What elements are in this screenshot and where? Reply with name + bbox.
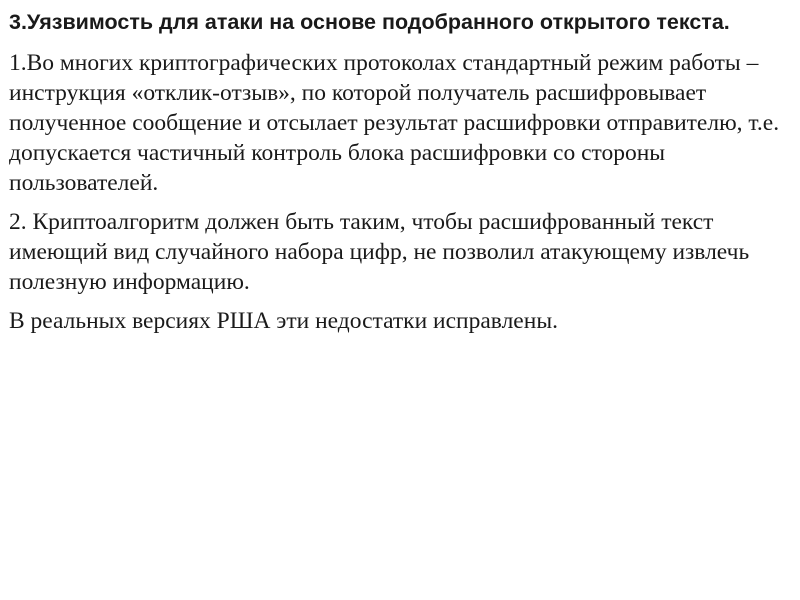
paragraph-1: 1.Во многих криптографических протоколах стандартный режим работы – инструкция «отклик-отзыв», по которой получатель расшифровывает полученное сообщение и отсылает результат расшифровки отправителю, т.е. допускается частичный контроль блока расшифровки со стороны пользователей. — [9, 50, 780, 196]
paragraph-3: В реальных версиях РША эти недостатки исправлены. — [9, 308, 558, 334]
slide-content — [9, 6, 784, 345]
slide-title: 3.Уязвимость для атаки на основе подобранного открытого текста. — [9, 10, 730, 34]
paragraph-2: 2. Криптоалгоритм должен быть таким, чтобы расшифрованный текст имеющий вид случайного набора цифр, не позволил атакующему извлечь полезную информацию. — [9, 209, 750, 295]
